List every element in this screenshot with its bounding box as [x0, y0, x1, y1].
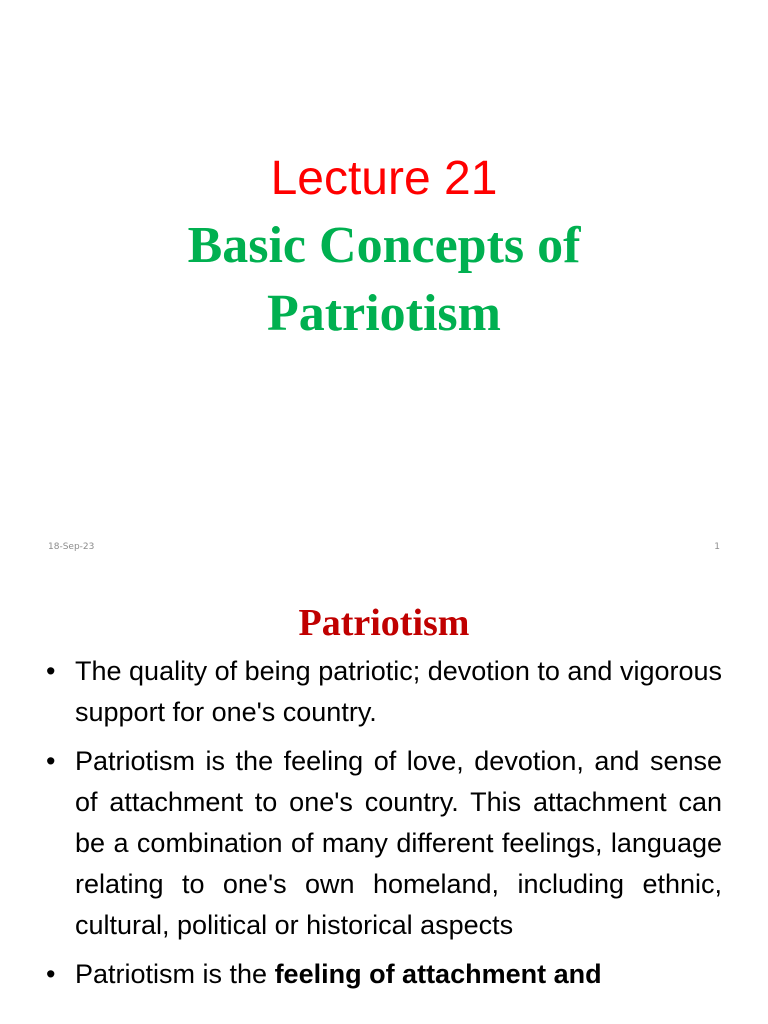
bullet-list: [46, 651, 722, 1003]
bullet-item: [46, 651, 722, 733]
bullet-text: Patriotism is the feeling of love, devotion, and sense of attachment to one's country. This attachment can be a combination of many different feelings, language relating to one's own homeland, including ethnic, cultural, political or historical aspects: [75, 746, 722, 940]
lecture-title-line-1: Basic Concepts of: [187, 217, 581, 274]
bullet-icon: •: [46, 959, 56, 989]
slide-heading: Patriotism: [298, 602, 470, 644]
bullet-text: The quality of being patriotic; devotion to and vigorous support for one's country.: [75, 656, 722, 727]
lecture-title: [0, 212, 768, 348]
content-slide: [0, 576, 768, 1024]
bullet-text: Patriotism is the: [75, 959, 275, 989]
lecture-number: Lecture 21: [270, 152, 498, 205]
lecture-title-line-2: Patriotism: [267, 285, 501, 342]
bullet-icon: •: [46, 656, 56, 686]
footer-page-number: 1: [714, 542, 720, 552]
footer-date: 18-Sep-23: [48, 542, 95, 552]
bullet-item: [46, 741, 722, 946]
bullet-item: [46, 954, 722, 995]
bullet-icon: •: [46, 746, 56, 776]
bullet-text-bold: feeling of attachment and: [274, 959, 602, 989]
